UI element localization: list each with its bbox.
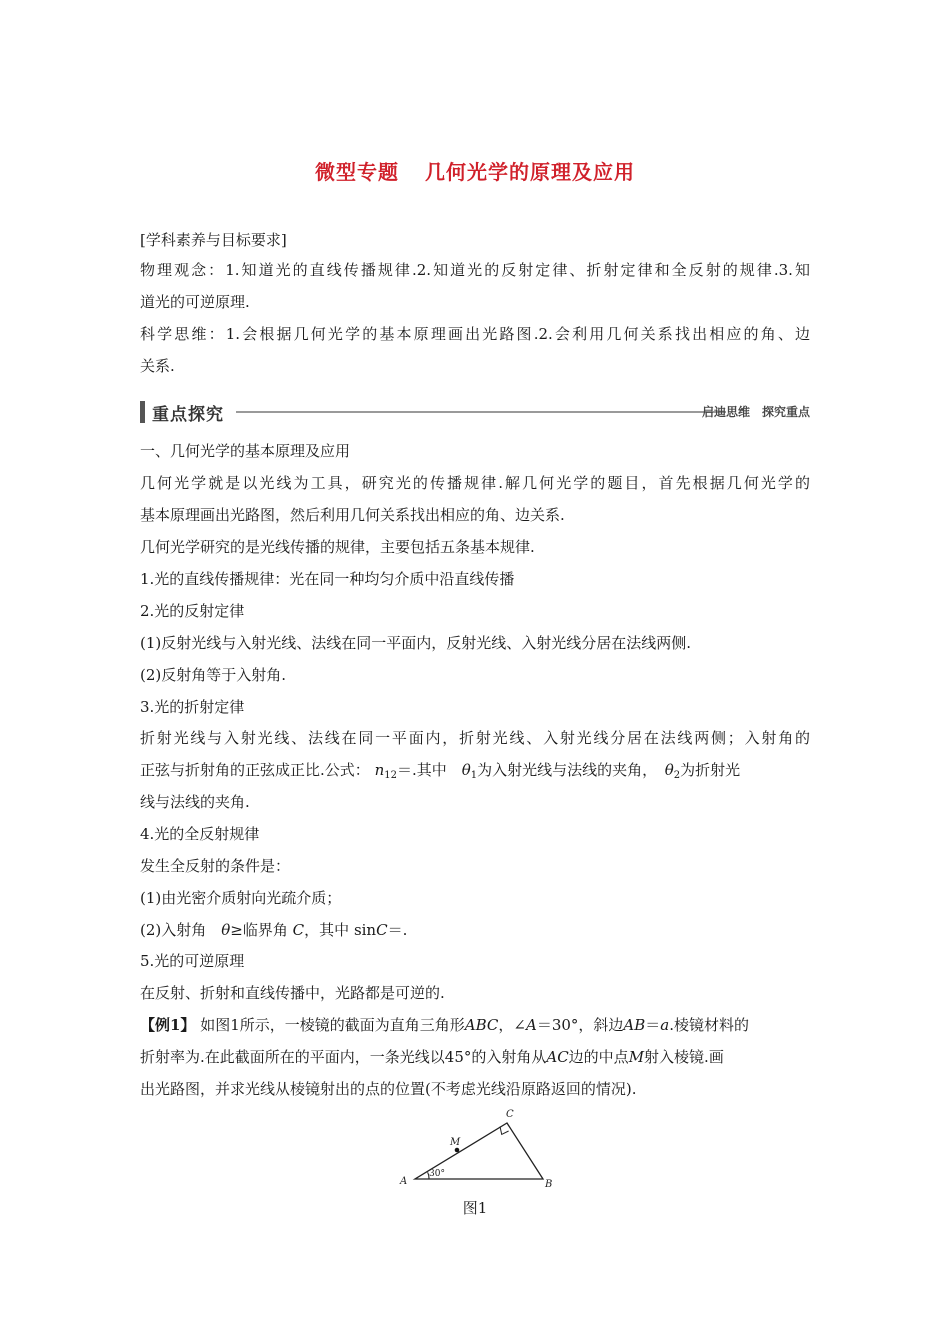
example-tag: 【例1】 bbox=[140, 1016, 196, 1034]
rule3-heading: 3.光的折射定律 bbox=[140, 698, 245, 716]
point-m bbox=[455, 1148, 460, 1153]
section-header bbox=[140, 399, 810, 425]
rule1: 1.光的直线传播规律：光在同一种均匀介质中沿直线传播 bbox=[140, 570, 515, 588]
example-line1: 【例1】 如图1所示，一棱镜的截面为直角三角形ABC，∠A＝30°，斜边AB＝a.棱镜材料的 bbox=[140, 1016, 750, 1034]
rule4-item2: (2)入射角 θ≥临界角 C，其中 sinC＝. bbox=[140, 921, 408, 939]
rule2-item2: (2)反射角等于入射角. bbox=[140, 666, 287, 684]
title-part2: 几何光学的原理及应用 bbox=[425, 160, 635, 184]
label-c: C bbox=[506, 1109, 514, 1120]
figure-caption: 图1 bbox=[462, 1199, 488, 1217]
label-b: B bbox=[545, 1179, 553, 1190]
paragraph1-line1: 几何光学就是以光线为工具，研究光的传播规律.解几何光学的题目，首先根据几何光学的 bbox=[140, 474, 810, 492]
title-part1: 微型专题 bbox=[315, 160, 399, 184]
science-goal-line2: 关系. bbox=[140, 357, 175, 375]
page-title bbox=[0, 156, 950, 185]
prism-figure bbox=[395, 1104, 565, 1192]
paragraph2: 几何光学研究的是光线传播的规律，主要包括五条基本规律. bbox=[140, 538, 535, 556]
rule4-item1: (1)由光密介质射向光疏介质； bbox=[140, 889, 342, 907]
rule3-line1: 折射光线与入射光线、法线在同一平面内，折射光线、入射光线分居在法线两侧；入射角的 bbox=[140, 729, 810, 747]
section-subtitle: 启迪思维 探究重点 bbox=[701, 405, 810, 419]
rule5-text: 在反射、折射和直线传播中，光路都是可逆的. bbox=[140, 984, 445, 1002]
label-m: M bbox=[450, 1137, 461, 1148]
label-a: A bbox=[400, 1176, 408, 1187]
example-line2: 折射率为.在此截面所在的平面内，一条光线以45°的入射角从AC边的中点M射入棱镜.画 bbox=[140, 1048, 724, 1066]
right-angle-mark bbox=[500, 1127, 509, 1135]
goals-heading: [学科素养与目标要求] bbox=[140, 231, 287, 249]
example-line3: 出光路图，并求光线从棱镜射出的点的位置(不考虑光线沿原路返回的情况). bbox=[140, 1080, 637, 1098]
rule3-line3: 线与法线的夹角. bbox=[140, 793, 250, 811]
rule2-heading: 2.光的反射定律 bbox=[140, 602, 245, 620]
heading-principles: 一、几何光学的基本原理及应用 bbox=[140, 442, 351, 460]
physics-goal-line2: 道光的可逆原理. bbox=[140, 293, 250, 311]
rule2-item1: (1)反射光线与入射光线、法线在同一平面内，反射光线、入射光线分居在法线两侧. bbox=[140, 634, 692, 652]
section-marker bbox=[140, 401, 145, 423]
section-label: 重点探究 bbox=[152, 405, 224, 425]
paragraph1-line2: 基本原理画出光路图，然后利用几何关系找出相应的角、边关系. bbox=[140, 506, 565, 524]
section-rule bbox=[236, 411, 726, 413]
rule5-heading: 5.光的可逆原理 bbox=[140, 952, 245, 970]
rule3-line2: 正弦与折射角的正弦成正比.公式： $n_{12}=$.其中 $\theta_1$为入射光线与法线的夹角， $\theta_2$为折射光 bbox=[140, 761, 741, 781]
rule4-heading: 4.光的全反射规律 bbox=[140, 825, 260, 843]
physics-goal-line1: 物理观念：1.知道光的直线传播规律.2.知道光的反射定律、折射定律和全反射的规律.3.知 bbox=[140, 261, 810, 279]
angle-label: 30° bbox=[429, 1169, 445, 1179]
rule4-intro: 发生全反射的条件是： bbox=[140, 857, 291, 875]
science-goal-line1: 科学思维：1.会根据几何光学的基本原理画出光路图.2.会利用几何关系找出相应的角、边 bbox=[140, 325, 810, 343]
